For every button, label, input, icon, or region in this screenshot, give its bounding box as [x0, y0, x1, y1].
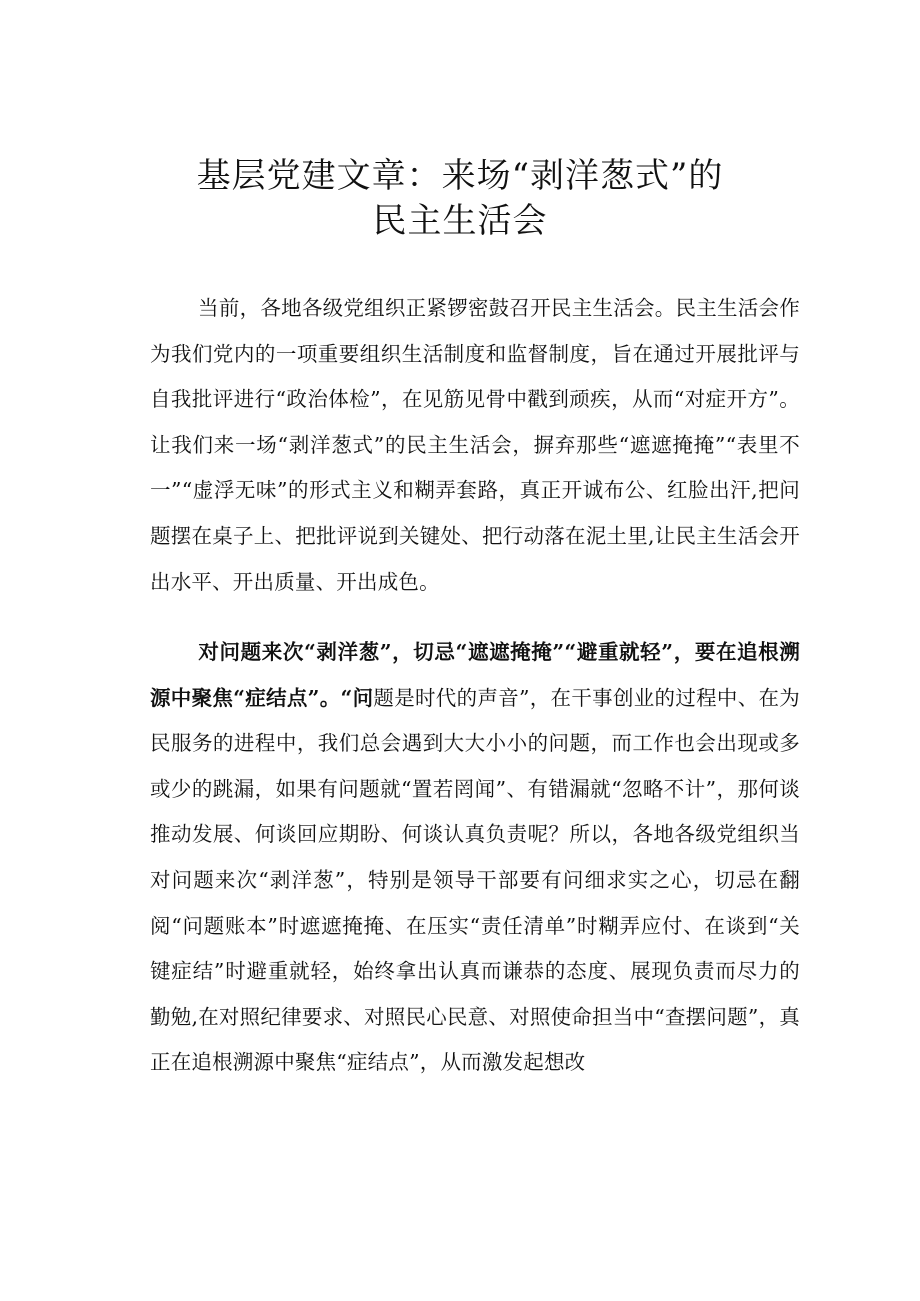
paragraph-2-heading: 对问题来次“剥洋葱”，切忌“遮遮掩掩”“避重就轻”，要在追根溯源中聚焦“症结点”。“问 — [150, 640, 800, 710]
paragraph-1 — [150, 286, 800, 605]
document-title-line-2: 民主生活会 — [372, 201, 548, 241]
paragraph-2 — [150, 630, 800, 1086]
paragraph-2-text: 题是时代的声音”，在干事创业的过程中、在为民服务的进程中，我们总会遇到大大小小的问题，而工作也会出现或多或少的跳漏，如果有问题就“置若罔闻”、有错漏就“忽略不计”，那何谈推动发展、何谈回应期盼、何谈认真负责呢？所以，各地各级党组织当对问题来次“剥洋葱”，特别是领导干部要有问细求实之心，切忌在翻阅“问题账本”时遮遮掩掩、在压实“责任清单”时糊弄应付、在谈到“关键症结”时避重就轻，始终拿出认真而谦恭的态度、展现负责而尽力的勤勉,在对照纪律要求、对照民心民意、对照使命担当中“查摆问题”，真正在追根溯源中聚焦“症结点”，从而激发起想改 — [150, 685, 800, 1075]
document-title-line-1: 基层党建文章：来场“剥洋葱式”的 — [196, 156, 724, 196]
paragraph-1-text: 当前，各地各级党组织正紧锣密鼓召开民主生活会。民主生活会作为我们党内的一项重要组织生活制度和监督制度，旨在通过开展批评与自我批评进行“政治体检”，在见筋见骨中戳到顽疾，从而“对症开方”。让我们来一场“剥洋葱式”的民主生活会，摒弃那些“遮遮掩掩”“表里不一”“虚浮无味”的形式主义和糊弄套路，真正开诚布公、红脸出汗,把问题摆在桌子上、把批评说到关键处、把行动落在泥土里,让民主生活会开出水平、开出质量、开出成色。 — [150, 296, 800, 594]
